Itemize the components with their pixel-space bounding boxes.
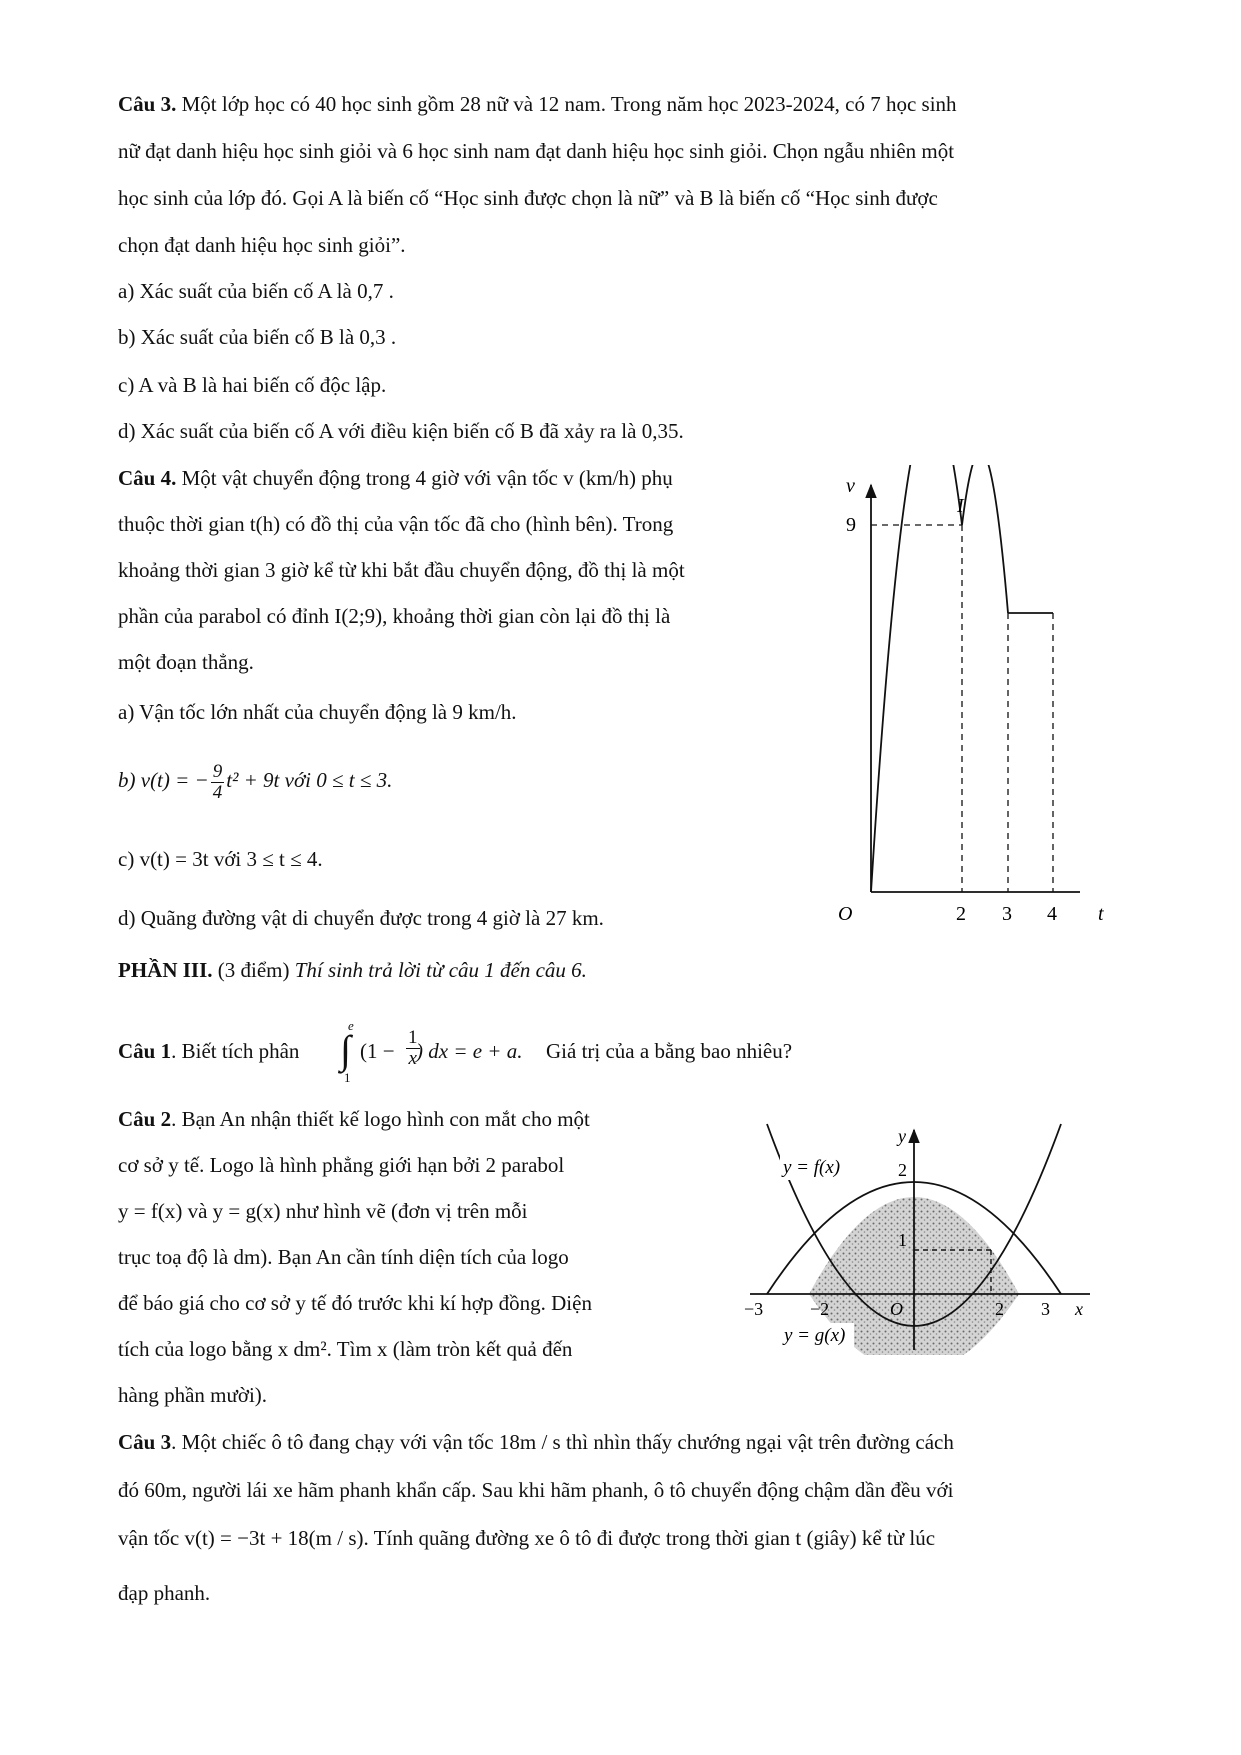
q4-option-b: b) v(t) = − $\frac{9}{4}$ t² + 9t với 0 ≤ t ≤ 3.: [118, 760, 393, 803]
q4-line3: khoảng thời gian 3 giờ kể từ khi bắt đầu chuyển động, đồ thị là một: [118, 558, 685, 582]
q4-option-c: c) v(t) = 3t với 3 ≤ t ≤ 4.: [118, 847, 323, 871]
x-tick-4: 4: [1047, 903, 1057, 925]
q4-line4: phần của parabol có đỉnh I(2;9), khoảng thời gian còn lại đồ thị là: [118, 604, 671, 628]
q3-option-b: b) Xác suất của biến cố B là 0,3 .: [118, 325, 397, 349]
p3q1-equation: ) dx = e + a.: [416, 1039, 523, 1063]
y-tick-9: 9: [846, 514, 856, 536]
q3-option-c: c) A và B là hai biến cố độc lập.: [118, 373, 387, 397]
p3q2-line5: để báo giá cho cơ sở y tế đó trước khi kí hợp đồng. Diện: [118, 1291, 592, 1315]
g-label: y = g(x): [784, 1325, 846, 1346]
x-tick-neg3: −3: [744, 1299, 764, 1319]
p3q2-line6: tích của logo bằng x dm². Tìm x (làm tròn kết quả đến: [118, 1337, 573, 1361]
q3-line2: nữ đạt danh hiệu học sinh giỏi và 6 học sinh nam đạt danh hiệu học sinh giỏi. Chọn ngẫu nhiên một: [118, 139, 955, 163]
p3q2-line2: cơ sở y tế. Logo là hình phẳng giới hạn bởi 2 parabol: [118, 1153, 565, 1177]
p3q2-line7: hàng phần mười).: [118, 1383, 268, 1407]
y-tick-1: 1: [898, 1230, 907, 1250]
part3-title: PHẦN III.: [118, 958, 213, 982]
q3-title: Câu 3.: [118, 92, 177, 116]
x-tick-3: 3: [1002, 903, 1012, 925]
fraction-9-4: $\frac{9}{4}$: [212, 760, 223, 803]
integral-expression: e ∫ 1 (1 − $\frac{1}{x}$: [340, 1018, 418, 1085]
q3-option-d: d) Xác suất của biến cố A với điều kiện biến cố B đã xảy ra là 0,35.: [118, 419, 684, 443]
velocity-graph: [830, 465, 1130, 930]
x-tick-2b: 2: [995, 1299, 1004, 1319]
p3q3-line1: Câu 3. Một chiếc ô tô đang chạy với vận tốc 18m / s thì nhìn thấy chướng ngại vật trên đường cách: [118, 1430, 954, 1454]
integral-sign: ∫: [340, 1027, 351, 1072]
y-tick-2: 2: [898, 1160, 907, 1180]
parabola-curve: [871, 465, 1008, 892]
x-tick-neg2: −2: [810, 1299, 830, 1319]
q4-option-d: d) Quãng đường vật di chuyển được trong 4 giờ là 27 km.: [118, 906, 604, 930]
y-axis-label: y: [898, 1126, 906, 1146]
q3-option-a: a) Xác suất của biến cố A là 0,7 .: [118, 279, 394, 303]
f-label: y = f(x): [783, 1157, 841, 1178]
eye-logo-graph: [740, 1120, 1120, 1355]
p3q1-line: Câu 1. Biết tích phân: [118, 1039, 300, 1063]
v-axis-label: v: [846, 475, 855, 497]
x-tick-3b: 3: [1041, 1299, 1050, 1319]
x-tick-2: 2: [956, 903, 966, 925]
q3-line1: Câu 3. Một lớp học có 40 học sinh gồm 28 nữ và 12 nam. Trong năm học 2023-2024, có 7 học sinh: [118, 92, 957, 116]
p3q2-line4: trục toạ độ là dm). Bạn An cần tính diện tích của logo: [118, 1245, 569, 1269]
p3q2-line1: Câu 2. Bạn An nhận thiết kế logo hình con mắt cho một: [118, 1107, 590, 1131]
integral-lower-bound: 1: [344, 1070, 351, 1085]
origin-label-2: O: [890, 1299, 903, 1319]
fraction-1-x: $\frac{1}{x}$: [408, 1027, 418, 1069]
p3q3-line4: đạp phanh.: [118, 1581, 211, 1605]
p3q1-question: Giá trị của a bằng bao nhiêu?: [546, 1039, 793, 1063]
p3q3-line2: đó 60m, người lái xe hãm phanh khẩn cấp. Sau khi hãm phanh, ô tô chuyển động chậm dần đều với: [118, 1478, 954, 1502]
p3q3-line3: vận tốc v(t) = −3t + 18(m / s). Tính quãng đường xe ô tô đi được trong thời gian t (giây) kể từ lúc: [118, 1526, 936, 1550]
x-axis-label: x: [1075, 1299, 1083, 1319]
p3q2-line3: y = f(x) và y = g(x) như hình vẽ (đơn vị trên mỗi: [118, 1199, 528, 1223]
p3q2-title: Câu 2: [118, 1107, 172, 1131]
q3-line3: học sinh của lớp đó. Gọi A là biến cố “Học sinh được chọn là nữ” và B là biến cố “Học sinh được: [118, 186, 938, 210]
integral-upper-bound: e: [348, 1018, 354, 1033]
p3q1-title: Câu 1: [118, 1039, 172, 1063]
q4-title: Câu 4.: [118, 466, 177, 490]
q4-line5: một đoạn thẳng.: [118, 650, 254, 674]
q3-line4: chọn đạt danh hiệu học sinh giỏi”.: [118, 233, 406, 257]
p3q3-title: Câu 3: [118, 1430, 172, 1454]
part3-heading: PHẦN III. (3 điểm) Thí sinh trả lời từ câu 1 đến câu 6.: [118, 958, 587, 982]
t-axis-label: t: [1098, 903, 1104, 925]
q4-option-a: a) Vận tốc lớn nhất của chuyển động là 9 km/h.: [118, 700, 517, 724]
q4-line1: Câu 4. Một vật chuyển động trong 4 giờ với vận tốc v (km/h) phụ: [118, 466, 673, 490]
vertex-label: I: [957, 495, 964, 517]
q4-line2: thuộc thời gian t(h) có đồ thị của vận tốc đã cho (hình bên). Trong: [118, 512, 674, 536]
origin-label: O: [838, 903, 853, 925]
